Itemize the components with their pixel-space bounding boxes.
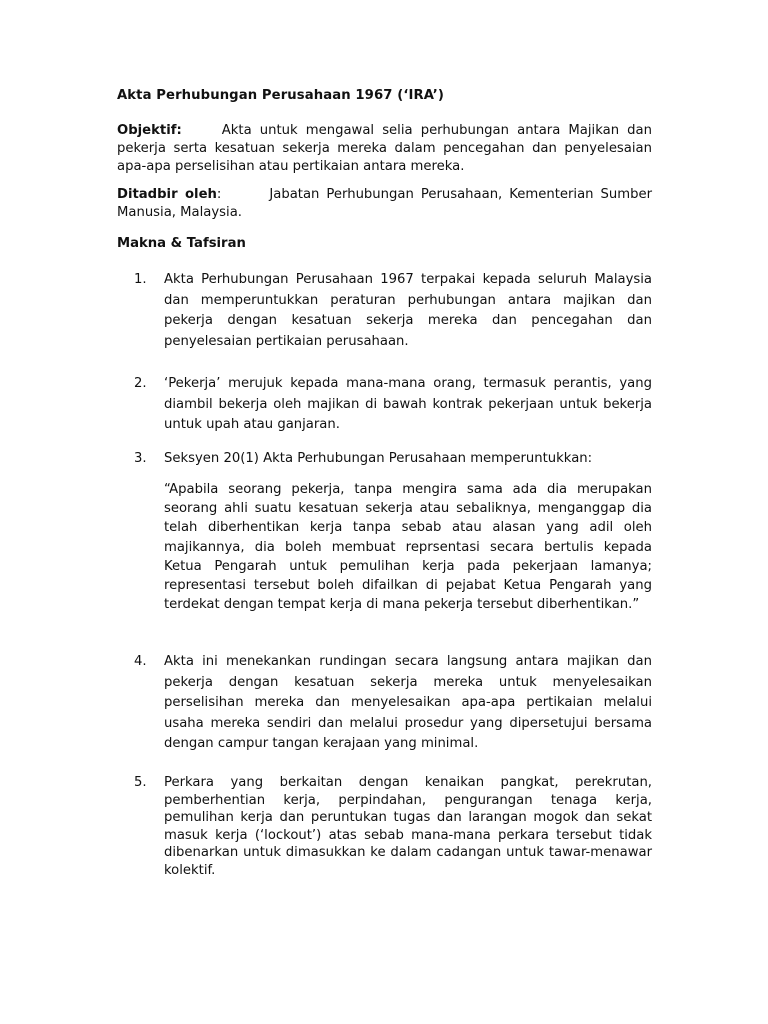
ditadbir-text: Jabatan Perhubungan Perusahaan, Kementerian Sumber Manusia, Malaysia. xyxy=(117,187,653,220)
list-item-number: 3. xyxy=(134,451,147,466)
list-item-text: Akta ini menekankan rundingan secara langsung antara majikan dan pekerja dengan kesatuan sekerja mereka untuk menyelesaikan perselisihan mereka dan menyelesaikan apa-apa pertikaian melalui usaha mereka sendiri dan melalui prosedur yang dipersetujui bersama dengan campur tangan kerajaan yang minimal. xyxy=(164,654,652,752)
objektif-label: Objektif xyxy=(117,123,177,138)
list-item-text: Perkara yang berkaitan dengan kenaikan pangkat, perekrutan, pemberhentian kerja, perpindahan, pengurangan tenaga kerja, pemulihan kerja dan peruntukan tugas dan larangan mogok dan sekat masuk kerja (‘lockout’) atas sebab mana-mana perkara tersebut tidak dibenarkan untuk dimasukkan ke dalam cadangan untuk tawar-menawar kolektif. xyxy=(164,775,652,878)
list-item xyxy=(134,774,652,879)
list-item xyxy=(134,450,652,614)
section-heading: Makna & Tafsiran xyxy=(117,236,246,251)
list-item-text: Seksyen 20(1) Akta Perhubungan Perusahaan memperuntukkan: xyxy=(164,451,593,466)
list-item xyxy=(134,374,652,436)
list-item-text: Akta Perhubungan Perusahaan 1967 terpakai kepada seluruh Malaysia dan memperuntukkan peraturan perhubungan antara majikan dan pekerja dengan kesatuan sekerja mereka dan pencegahan dan penyelesaian pertikaian perusahaan. xyxy=(164,272,652,349)
list-item-text: ‘Pekerja’ merujuk kepada mana-mana orang, termasuk perantis, yang diambil bekerja oleh majikan di bawah kontrak pekerjaan untuk bekerja untuk upah atau ganjaran. xyxy=(164,376,652,433)
objektif-paragraph: Objektif: Akta untuk mengawal selia perhubungan antara Majikan dan pekerja serta kesatuan sekerja mereka dalam pencegahan dan penyelesaian apa-apa perselisihan atau pertikaian antara mereka. xyxy=(117,123,652,174)
list-item-number: 2. xyxy=(134,376,147,391)
list-item xyxy=(134,270,652,352)
ditadbir-label: Ditadbir oleh xyxy=(117,187,217,202)
list-item-number: 5. xyxy=(134,775,147,790)
list-item xyxy=(134,652,652,755)
ditadbir-paragraph: Ditadbir oleh: Jabatan Perhubungan Perusahaan, Kementerian Sumber Manusia, Malaysia. xyxy=(117,187,653,220)
section-20-quote: “Apabila seorang pekerja, tanpa mengira sama ada dia merupakan seorang ahli suatu kesatuan sekerja atau sebaliknya, menganggap dia telah diberhentikan kerja tanpa sebab atau alasan yang adil oleh majikannya, dia boleh membuat reprsentasi secara bertulis kepada Ketua Pengarah untuk pemulihan kerja pada pekerjaan lamanya; representasi tersebut boleh difailkan di pejabat Ketua Pengarah yang terdekat dengan tempat kerja di mana pekerja tersebut diberhentikan.” xyxy=(164,482,652,613)
document-title: Akta Perhubungan Perusahaan 1967 (‘IRA’) xyxy=(117,88,445,103)
list-item-number: 4. xyxy=(134,654,147,669)
list-item-number: 1. xyxy=(134,272,147,287)
objektif-text: Akta untuk mengawal selia perhubungan antara Majikan dan pekerja serta kesatuan sekerja mereka dalam pencegahan dan penyelesaian apa-apa perselisihan atau pertikaian antara mereka. xyxy=(117,123,652,174)
